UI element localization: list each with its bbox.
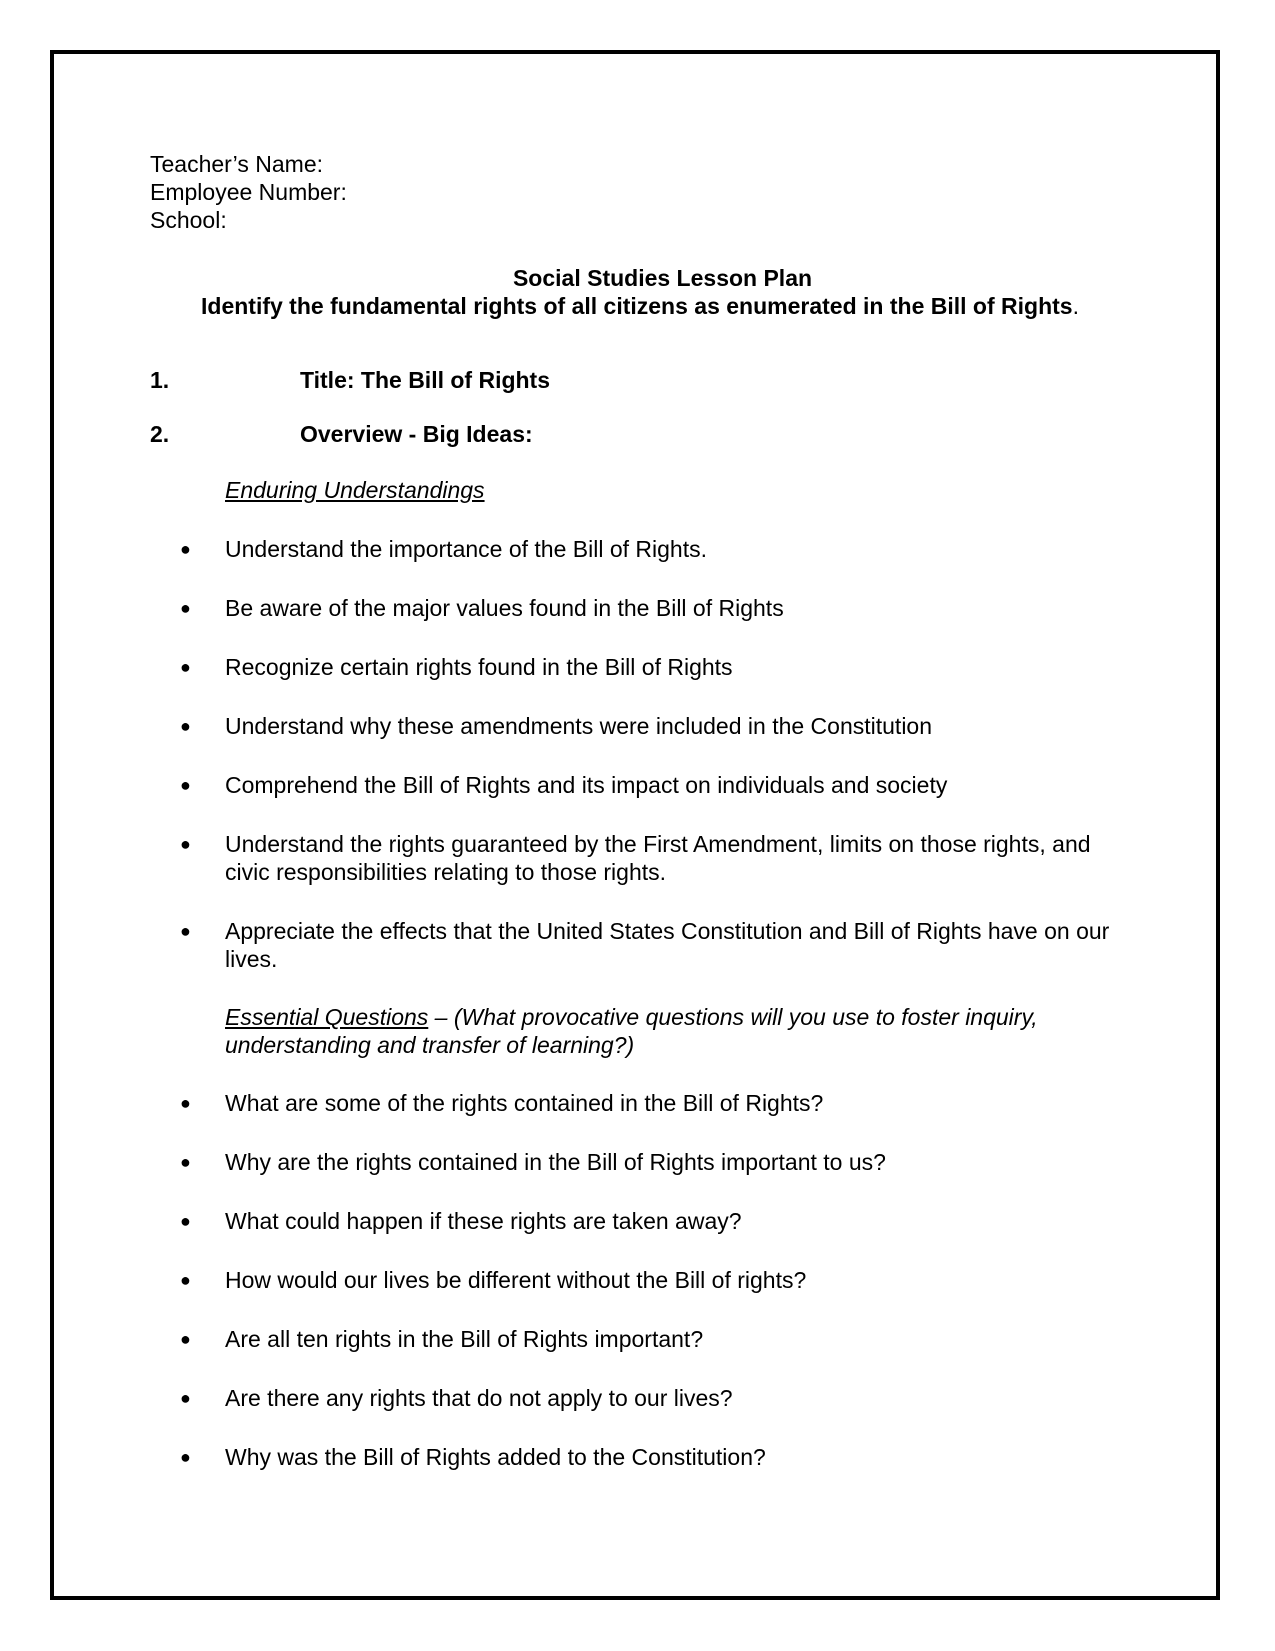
essential-questions-heading [150,1003,1130,1059]
section-number: 2. [150,421,170,447]
list-item-text: Why are the rights contained in the Bill of Rights important to us? [225,1149,886,1175]
section-heading: Title: The Bill of Rights [300,367,551,393]
list-item [150,653,1130,681]
essential-questions-label: Essential Questions [225,1004,429,1030]
list-item [150,771,1130,799]
essential-questions-note: – (What provocative questions will you use to foster inquiry, understanding and transfer of learning?) [225,1004,1038,1058]
bullet-icon: ● [180,1211,191,1231]
list-item [150,830,1130,886]
list-item-text: Appreciate the effects that the United States Constitution and Bill of Rights have on our lives. [225,918,1110,972]
list-item-text: Why was the Bill of Rights added to the Constitution? [225,1444,766,1470]
lesson-plan-document [150,150,1130,1471]
bullet-icon: ● [180,1388,191,1408]
objective-period: . [1072,293,1079,319]
list-item-text: How would our lives be different without the Bill of rights? [225,1267,807,1293]
list-item-text: What could happen if these rights are taken away? [225,1208,742,1234]
list-item [150,594,1130,622]
employee-number-label: Employee Number: [150,179,347,205]
bullet-icon: ● [180,1152,191,1172]
document-heading [150,264,1130,320]
list-item-text: Recognize certain rights found in the Bill of Rights [225,654,733,680]
section-heading: Overview - Big Ideas: [300,421,533,447]
bullet-icon: ● [180,775,191,795]
list-item [150,1266,1130,1294]
objective-text: Identify the fundamental rights of all citizens as enumerated in the Bill of Rights [201,293,1073,319]
list-item [150,917,1130,973]
bullet-icon: ● [180,598,191,618]
list-item-text: Are there any rights that do not apply to our lives? [225,1385,733,1411]
list-item [150,535,1130,563]
list-item-text: Understand the rights guaranteed by the First Amendment, limits on those rights, and civic responsibilities relating to those rights. [225,831,1091,885]
list-item-text: Understand the importance of the Bill of Rights. [225,536,707,562]
bullet-icon: ● [180,716,191,736]
bullet-icon: ● [180,1447,191,1467]
bullet-icon: ● [180,657,191,677]
list-item [150,712,1130,740]
school-label: School: [150,207,227,233]
list-item [150,1148,1130,1176]
bullet-icon: ● [180,1093,191,1113]
list-item-text: Comprehend the Bill of Rights and its impact on individuals and society [225,772,948,798]
list-item [150,1089,1130,1117]
enduring-understandings-label: Enduring Understandings [225,477,485,503]
enduring-understandings-list [150,535,1130,973]
list-item-text: Be aware of the major values found in the Bill of Rights [225,595,784,621]
teacher-info [150,150,1130,234]
bullet-icon: ● [180,834,191,854]
section-title [150,366,1130,394]
bullet-icon: ● [180,1270,191,1290]
bullet-icon: ● [180,921,191,941]
section-number: 1. [150,367,170,393]
list-item-text: Are all ten rights in the Bill of Rights important? [225,1326,704,1352]
list-item [150,1443,1130,1471]
list-item-text: Understand why these amendments were included in the Constitution [225,713,933,739]
teacher-name-label: Teacher’s Name: [150,151,324,177]
list-item [150,1325,1130,1353]
document-title: Social Studies Lesson Plan [512,265,813,291]
list-item-text: What are some of the rights contained in the Bill of Rights? [225,1090,824,1116]
bullet-icon: ● [180,1329,191,1349]
bullet-icon: ● [180,539,191,559]
list-item [150,1207,1130,1235]
enduring-understandings-heading [150,476,1130,504]
essential-questions-list [150,1089,1130,1471]
document-objective [150,292,1130,320]
section-overview [150,420,1130,448]
list-item [150,1384,1130,1412]
